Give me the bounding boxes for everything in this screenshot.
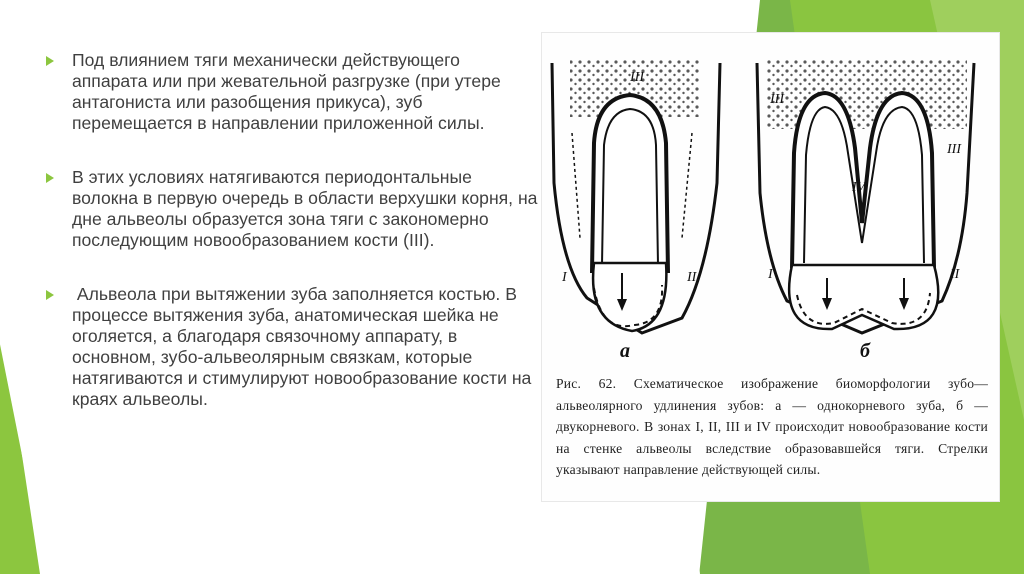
- zone-label: III: [770, 92, 784, 107]
- bullet-item: [44, 284, 540, 410]
- bullet-text: В этих условиях натягиваются периодонтальные волокна в первую очередь в области верхушки корня, на дне альвеолы образуется зона тяги с закономерно последующим новообразованием кости (III).: [72, 167, 538, 250]
- figure-caption: Рис. 62. Схематическое изображение биоморфологии зубо—альвеолярного удлинения зубов: а — однокорневого зуба, б — двукорневого. В зонах I, II, III и IV происходит новообразование кости на стенке альвеолы вследствие образовавшейся тяги. Стрелки указывают направление действующей силы.: [556, 376, 988, 477]
- figure-label-b: б: [860, 340, 870, 362]
- zone-label: I: [768, 267, 773, 282]
- bullet-text: Под влиянием тяги механически действующего аппарата или при жевательной разгрузке (при утере антагониста или разобщения прикуса), зуб перемещается в направлении приложенной силы.: [72, 50, 501, 133]
- zone-label: I: [562, 270, 567, 285]
- tooth-diagram-figure: [541, 32, 1000, 502]
- zone-label: IV: [852, 180, 866, 195]
- bullet-arrow-icon: [46, 290, 54, 300]
- bullet-text: Альвеола при вытяжении зуба заполняется костью. В процессе вытяжения зуба, анатомическая шейка не оголяется, а благодаря связочному аппарату, в основном, зубо-альвеолярным связкам, которые натягиваются и стимулируют новообразование кости на краях альвеолы.: [72, 284, 537, 409]
- bullet-arrow-icon: [46, 173, 54, 183]
- bullet-arrow-icon: [46, 56, 54, 66]
- tooth-diagram: [542, 33, 999, 368]
- bullet-list: [44, 50, 540, 443]
- zone-label: II: [950, 267, 960, 282]
- double-root-tooth: [757, 59, 974, 362]
- bullet-item: [44, 167, 540, 251]
- zone-label: II: [687, 270, 697, 285]
- zone-label: III: [630, 70, 644, 85]
- single-root-tooth: [552, 59, 720, 362]
- zone-label: III: [947, 142, 961, 157]
- bullet-item: [44, 50, 540, 134]
- figure-label-a: а: [620, 340, 630, 362]
